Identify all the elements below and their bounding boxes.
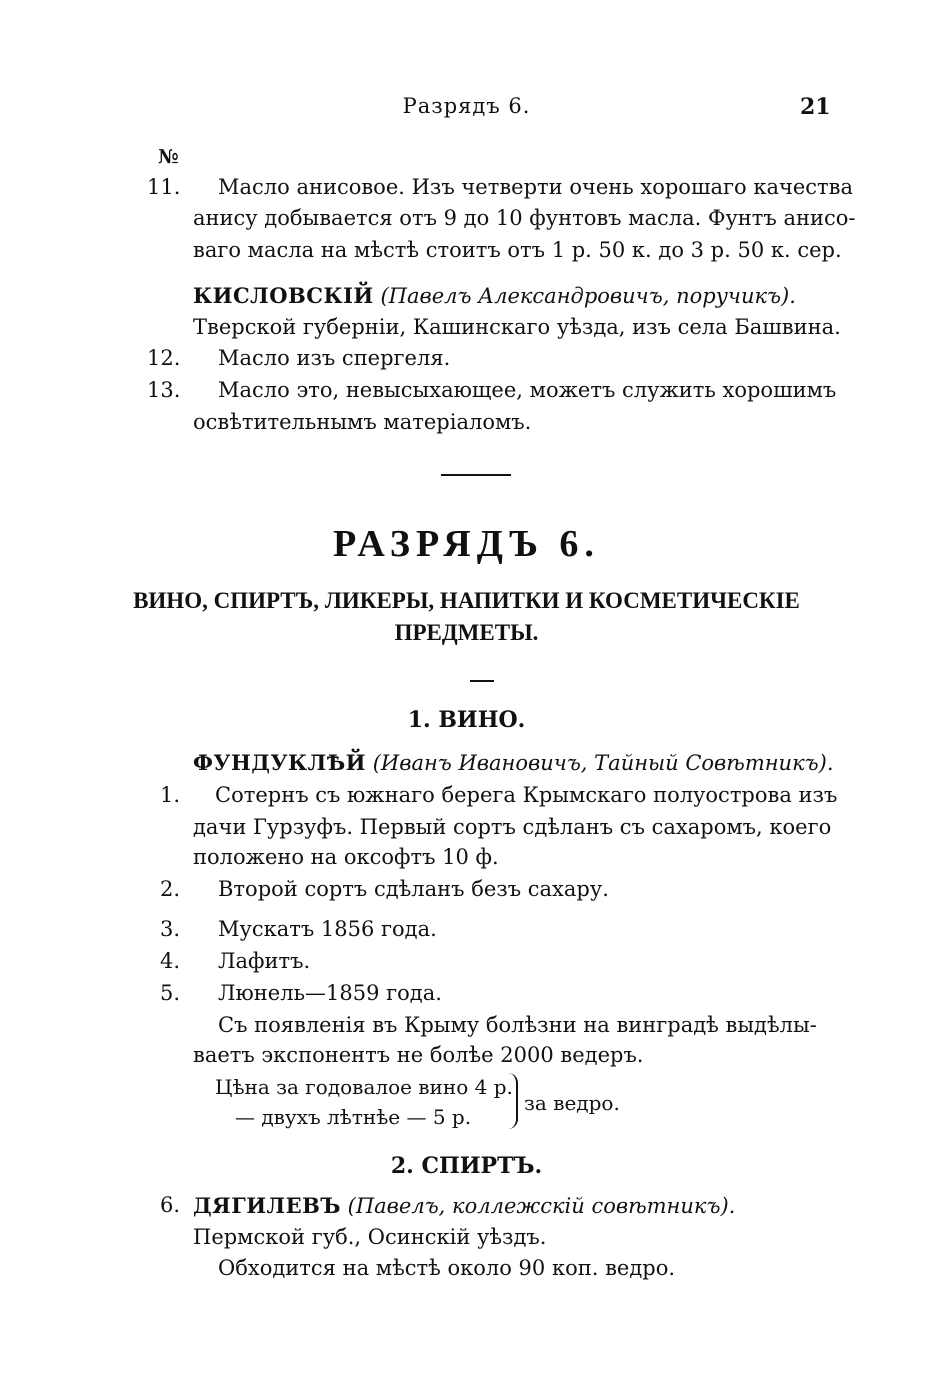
entry-number-13: 13. [147,378,181,402]
entry-1-line-2: дачи Гурзуфъ. Первый сортъ сдѣланъ съ сахаромъ, коего [193,815,832,839]
entry-number-11: 11. [147,175,181,199]
section-subtitle-line-1: ВИНО, СПИРТЪ, ЛИКЕРЫ, НАПИТКИ И КОСМЕТИЧЕСКІЕ [133,588,800,613]
exhibitor-location: Тверской губерніи, Кашинскаго уѣзда, изъ села Башвина. [193,315,841,339]
price-line-1: Цѣна за годовалое вино 4 р. [215,1075,513,1099]
entry-number-3: 3. [160,917,181,941]
entry-number-5: 5. [160,981,181,1005]
entry-number-12: 12. [147,346,181,370]
page-number: 21 [800,94,831,120]
price-line-2: — двухъ лѣтнѣе — 5 р. [235,1105,472,1129]
exhibitor-name: ФУНДУКЛѢЙ [193,750,367,775]
exhibitor-kislovsky [193,283,796,308]
entry-3-text: Мускатъ 1856 года. [218,917,437,941]
exhibitor-role: (Павелъ Александровичъ, поручикъ). [380,284,796,308]
entry-number-6: 6. [160,1193,181,1217]
section-title: РАЗРЯДЪ 6. [333,523,600,565]
entry-12-text: Масло изъ спергеля. [218,346,451,370]
spirit-location: Пермской губ., Осинскій уѣздъ. [193,1225,547,1249]
entry-11-line-3: ваго масла на мѣстѣ стоитъ отъ 1 р. 50 к. до 3 р. 50 к. сер. [193,238,842,262]
price-brace [508,1073,518,1129]
wine-note-line-2: ваетъ экспонентъ не болѣе 2000 ведеръ. [193,1043,644,1067]
entry-13-line-1: Масло это, невысыхающее, можетъ служить хорошимъ [218,378,837,402]
entry-1-line-1: Сотернъ съ южнаго берега Крымскаго полуострова изъ [215,783,838,807]
subsection-spirit: 2. СПИРТЪ. [390,1153,543,1179]
exhibitor-role: (Иванъ Ивановичъ, Тайный Совѣтникъ). [372,751,834,775]
price-unit: за ведро. [524,1091,620,1115]
entry-1-line-3: положено на оксофтъ 10 ф. [193,845,499,869]
subsection-wine: 1. ВИНО. [407,707,526,733]
entry-4-text: Лафитъ. [218,949,311,973]
exhibitor-fundukley [193,750,834,775]
entry-number-2: 2. [160,877,181,901]
running-title: Разрядъ 6. [402,94,531,118]
spirit-price-note: Обходится на мѣстѣ около 90 коп. ведро. [218,1256,676,1280]
short-divider [470,680,494,682]
exhibitor-dyagilev [193,1193,735,1218]
section-subtitle [0,585,933,649]
numero-sign: № [158,146,179,168]
section-divider [441,474,511,476]
entry-number-1: 1. [160,783,181,807]
entry-11-line-2: анису добывается отъ 9 до 10 фунтовъ масла. Фунтъ анисо- [193,206,856,230]
entry-2-text: Второй сортъ сдѣланъ безъ сахару. [218,877,609,901]
entry-11-line-1: Масло анисовое. Изъ четверти очень хорошаго качества [218,175,853,199]
wine-note-line-1: Съ появленія въ Крыму болѣзни на винградѣ выдѣлы- [218,1013,817,1037]
entry-13-line-2: освѣтительнымъ матеріаломъ. [193,410,532,434]
exhibitor-name: КИСЛОВСКІЙ [193,283,374,308]
entry-number-4: 4. [160,949,181,973]
entry-5-text: Люнель—1859 года. [218,981,442,1005]
exhibitor-role: (Павелъ, коллежскій совѣтникъ). [347,1194,736,1218]
exhibitor-name: ДЯГИЛЕВЪ [193,1193,341,1218]
section-subtitle-line-2: ПРЕДМЕТЫ. [394,620,539,645]
